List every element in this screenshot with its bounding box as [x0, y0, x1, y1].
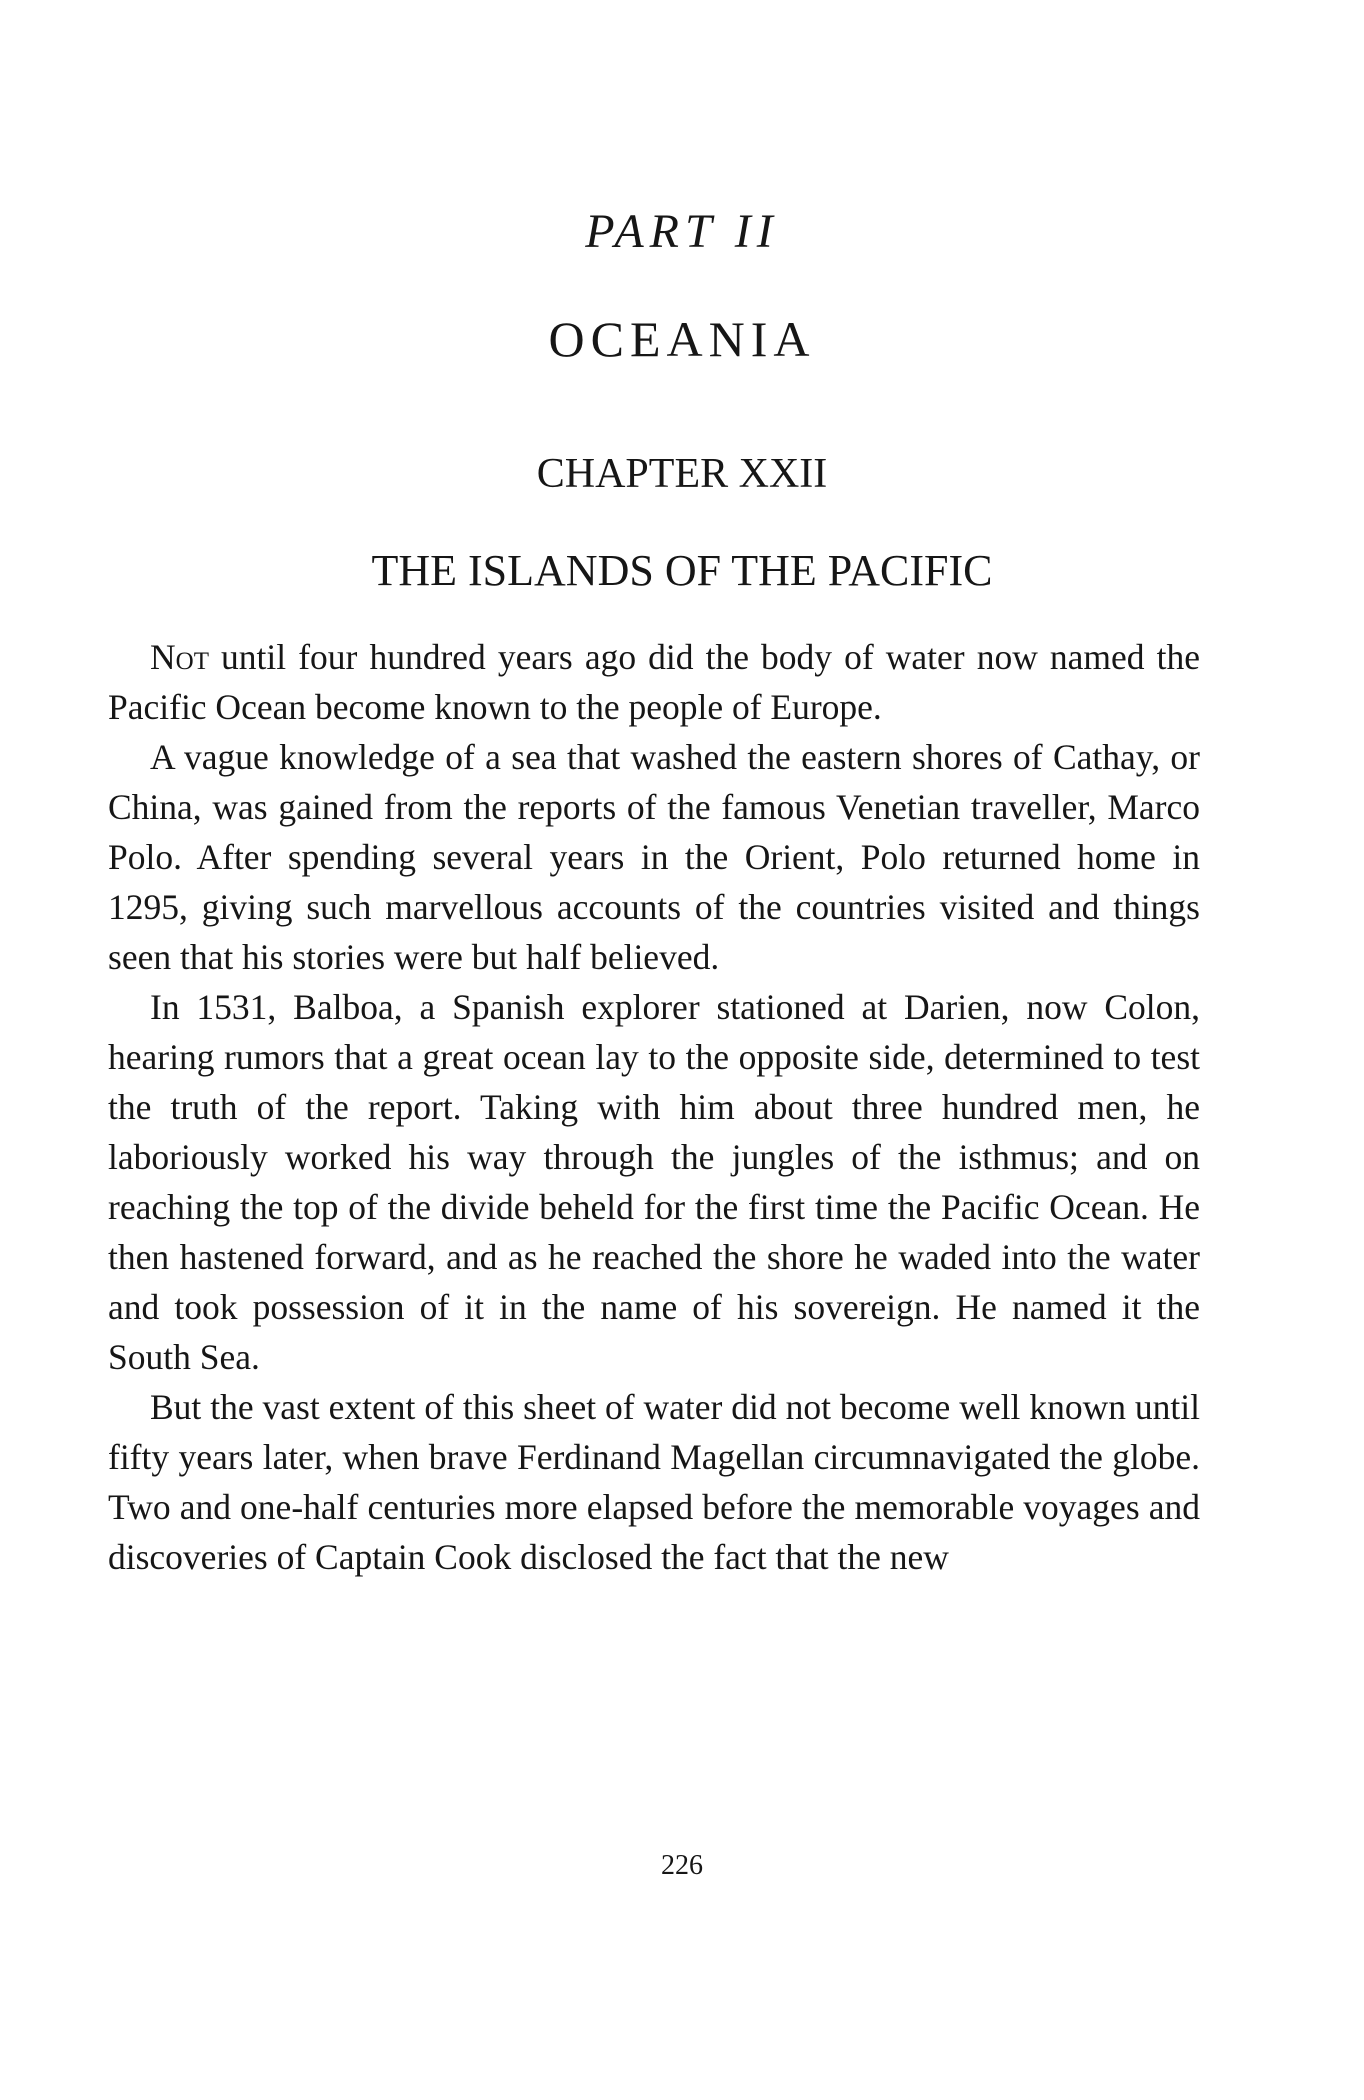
part-title: PART II	[585, 205, 779, 258]
paragraph-text: until four hundred years ago did the body of water now named the Pacific Ocean become known to the people of Europe.	[108, 637, 1200, 727]
paragraph: But the vast extent of this sheet of water did not become well known until fifty years later, when brave Ferdinand Magellan circumnavigated the globe. Two and one-half centuries more elapsed before the memorable voyages and discoveries of Captain Cook disclosed the fact that the new	[108, 1387, 1200, 1577]
paragraph	[108, 632, 1200, 732]
paragraph: A vague knowledge of a sea that washed the eastern shores of Cathay, or China, was gained from the reports of the famous Venetian traveller, Marco Polo. After spending several years in the Orient, Polo returned home in 1295, giving such marvellous accounts of the countries visited and things seen that his stories were but half believed.	[108, 737, 1200, 977]
page-number: 226	[661, 1850, 703, 1881]
chapter-body	[108, 632, 1200, 1582]
chapter-number: CHAPTER XXII	[536, 451, 828, 497]
paragraph-lead-word: Not	[150, 637, 209, 677]
paragraph: In 1531, Balboa, a Spanish explorer stationed at Darien, now Colon, hearing rumors that a great ocean lay to the opposite side, determined to test the truth of the report. Taking with him about three hundred men, he laboriously worked his way through the jungles of the isthmus; and on reaching the top of the divide beheld for the first time the Pacific Ocean. He then hastened forward, and as he reached the shore he waded into the water and took possession of it in the name of his sovereign. He named it the South Sea.	[108, 987, 1200, 1377]
part-subtitle: OCEANIA	[548, 311, 816, 367]
chapter-title: THE ISLANDS OF THE PACIFIC	[371, 546, 993, 595]
